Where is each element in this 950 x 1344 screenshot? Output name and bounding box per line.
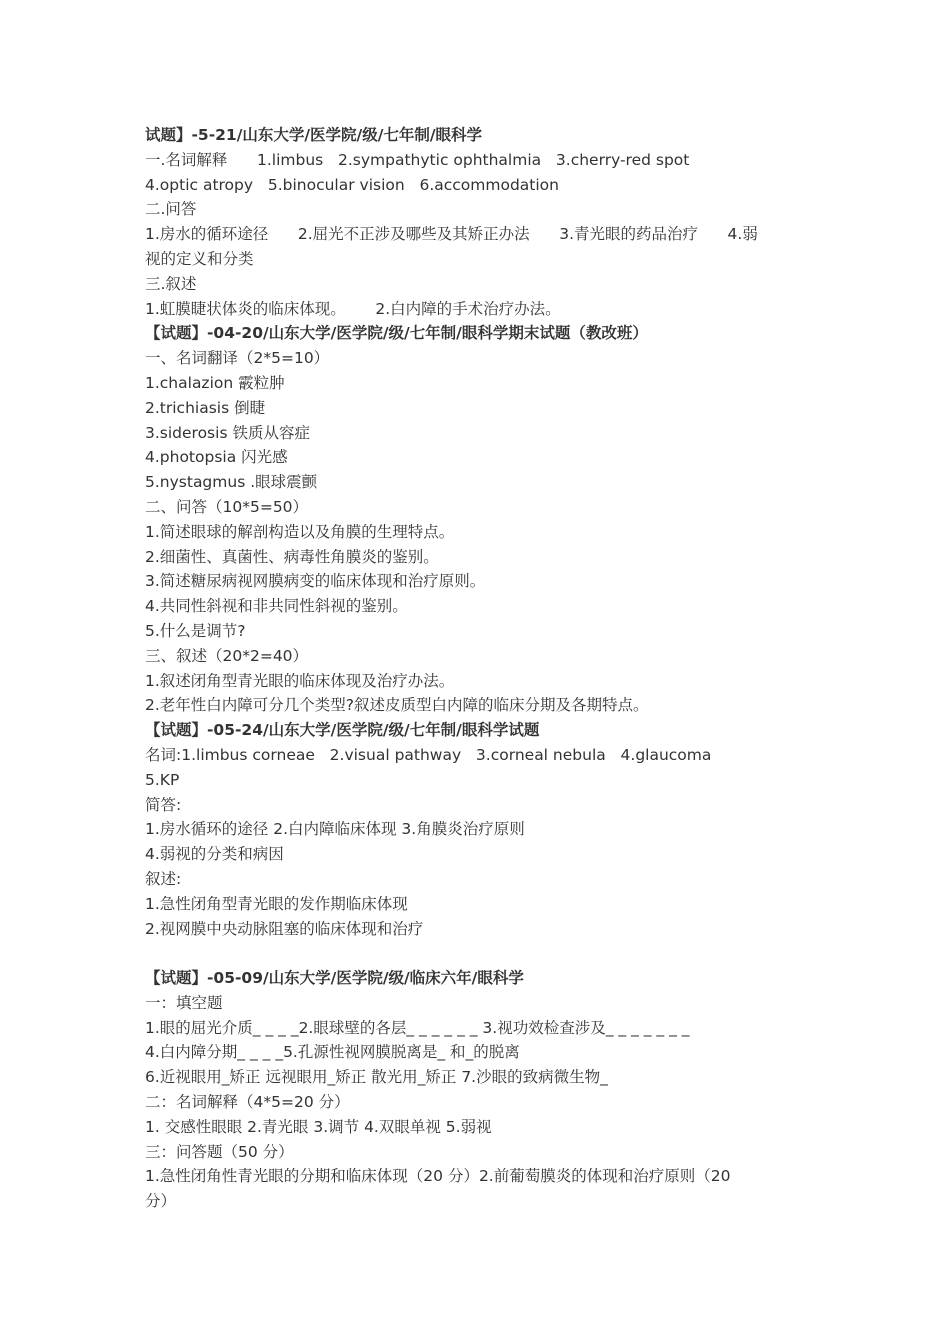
- text-line: 4.optic atropy 5.binocular vision 6.accommodation: [145, 175, 559, 194]
- text-line: 3.简述糖尿病视网膜病变的临床体现和治疗原则。: [145, 572, 486, 591]
- text-line: 1.房水的循环途径 2.屈光不正涉及哪些及其矫正办法 3.青光眼的药品治疗 4.弱: [145, 225, 758, 244]
- exam-heading: 【试题】-04-20/山东大学/医学院/级/七年制/眼科学期末试题（教改班）: [145, 324, 648, 343]
- exam-heading: 试题】-5-21/山东大学/医学院/级/七年制/眼科学: [145, 126, 483, 144]
- text-line: 3.siderosis 铁质从容症: [145, 423, 310, 442]
- text-line: 2.trichiasis 倒睫: [145, 398, 266, 417]
- text-line: 1.急性闭角性青光眼的分期和临床体现（20 分）2.前葡萄膜炎的体现和治疗原则（20: [145, 1167, 731, 1186]
- text-line: 1.虹膜睫状体炎的临床体现。 2.白内障的手术治疗办法。: [145, 299, 561, 318]
- text-line: 1.眼的屈光介质_ _ _ _2.眼球壁的各层_ _ _ _ _ _ 3.视功效检查涉及_ _ _ _ _ _ _: [145, 1018, 690, 1037]
- text-line: 2.细菌性、真菌性、病毒性角膜炎的鉴别。: [145, 547, 439, 566]
- text-line: 一：填空题: [145, 993, 223, 1012]
- text-line: 二.问答: [145, 200, 197, 219]
- text-line: 4.共同性斜视和非共同性斜视的鉴别。: [145, 597, 408, 616]
- text-line: 视的定义和分类: [145, 249, 254, 268]
- text-line: 5.什么是调节?: [145, 621, 246, 640]
- text-line: 4.白内障分期_ _ _ _5.孔源性视网膜脱离是_ 和_的脱离: [145, 1043, 520, 1062]
- text-line: 1.急性闭角型青光眼的发作期临床体现: [145, 894, 408, 913]
- exam-heading: 【试题】-05-09/山东大学/医学院/级/临床六年/眼科学: [145, 969, 524, 988]
- text-line: 4.弱视的分类和病因: [145, 845, 284, 864]
- text-line: 三：问答题（50 分）: [145, 1142, 294, 1161]
- text-line: 一、名词翻译（2*5=10）: [145, 349, 330, 368]
- text-line: 2.视网膜中央动脉阻塞的临床体现和治疗: [145, 919, 424, 938]
- text-line: 一.名词解释 1.limbus 2.sympathytic ophthalmia 3.cherry-red spot: [145, 150, 690, 169]
- text-line: 2.老年性白内障可分几个类型?叙述皮质型白内障的临床分期及各期特点。: [145, 696, 649, 715]
- text-line: 5.nystagmus .眼球震颤: [145, 473, 318, 492]
- text-line: 分）: [145, 1192, 177, 1211]
- text-line: 1. 交感性眼眼 2.青光眼 3.调节 4.双眼单视 5.弱视: [145, 1117, 492, 1136]
- text-line: 叙述:: [145, 869, 182, 888]
- text-line: 名词:1.limbus corneae 2.visual pathway 3.corneal nebula 4.glaucoma: [145, 745, 712, 764]
- text-line: 二、问答（10*5=50）: [145, 497, 309, 516]
- text-line: 6.近视眼用_矫正 远视眼用_矫正 散光用_矫正 7.沙眼的致病微生物_: [145, 1068, 608, 1087]
- text-line: 1.简述眼球的解剖构造以及角膜的生理特点。: [145, 522, 455, 541]
- text-line: 1.房水循环的途径 2.白内障临床体现 3.角膜炎治疗原则: [145, 820, 525, 839]
- text-line: 1.chalazion 霰粒肿: [145, 373, 285, 392]
- exam-heading: 【试题】-05-24/山东大学/医学院/级/七年制/眼科学试题: [145, 721, 540, 740]
- text-line: 二：名词解释（4*5=20 分）: [145, 1093, 350, 1112]
- text-line: 三.叙述: [145, 274, 197, 293]
- blank-line: [145, 941, 805, 966]
- document-body: [145, 123, 805, 1214]
- text-line: 1.叙述闭角型青光眼的临床体现及治疗办法。: [145, 671, 455, 690]
- text-line: 4.photopsia 闪光感: [145, 448, 288, 467]
- text-line: 简答:: [145, 795, 182, 814]
- text-line: 三、叙述（20*2=40）: [145, 646, 309, 665]
- text-line: 5.KP: [145, 770, 180, 789]
